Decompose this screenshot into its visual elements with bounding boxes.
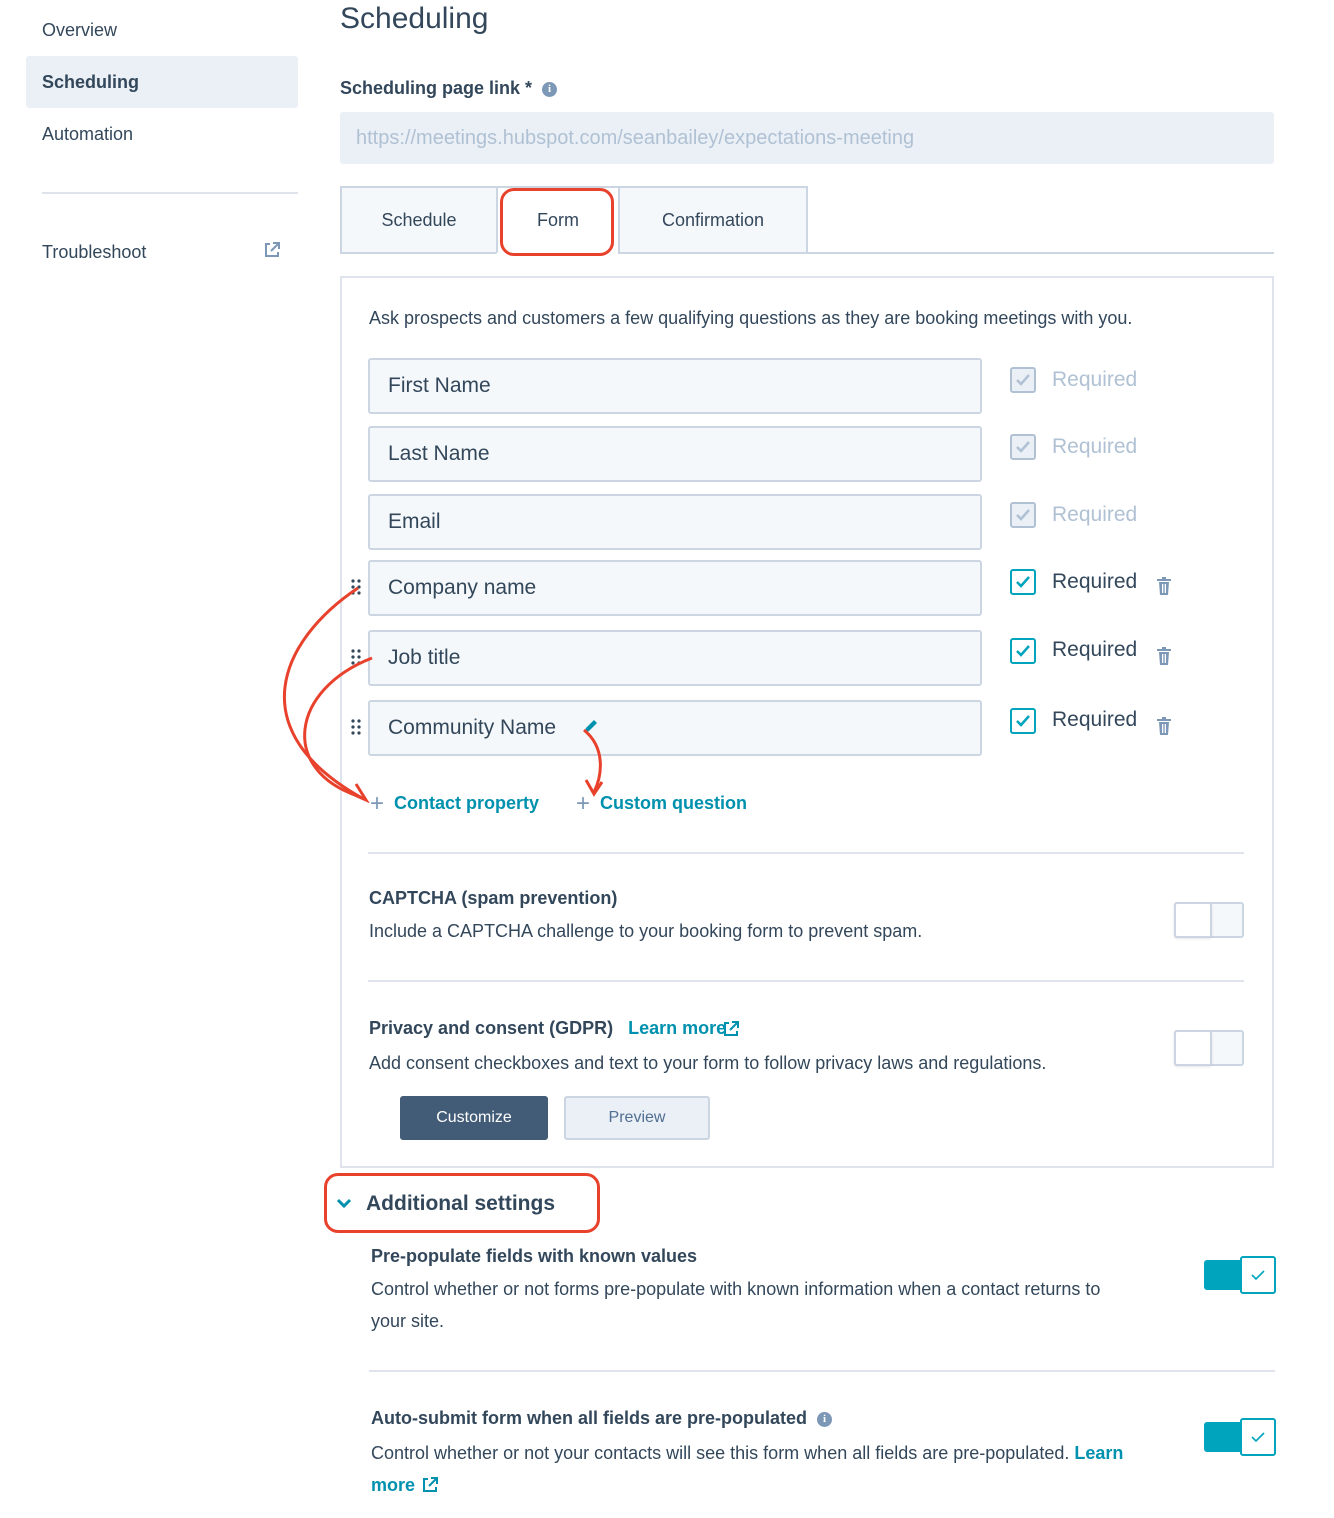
form-field-email[interactable]: Email xyxy=(368,494,982,550)
form-field-community-name-label: Community Name xyxy=(388,716,557,739)
plus-icon: + xyxy=(370,790,385,817)
plus-icon: + xyxy=(576,790,591,817)
gdpr-description: Add consent checkboxes and text to your form to follow privacy laws and regulations. xyxy=(369,1053,1047,1073)
tabs-underline xyxy=(808,252,1274,254)
info-icon[interactable]: i xyxy=(817,1412,832,1427)
scheduling-link-input[interactable]: https://meetings.hubspot.com/seanbailey/expectations-meeting xyxy=(340,112,1274,164)
captcha-title: CAPTCHA (spam prevention) xyxy=(369,888,618,908)
gdpr-title xyxy=(369,1018,726,1039)
trash-icon[interactable] xyxy=(1156,576,1172,596)
autosubmit-learn-more-link[interactable]: Learn xyxy=(1074,1443,1124,1463)
required-checkbox-community-name[interactable] xyxy=(1010,708,1036,734)
required-label: Required xyxy=(1052,570,1138,593)
add-custom-question-label: Custom question xyxy=(600,793,748,813)
gdpr-title-text: Privacy and consent (GDPR) xyxy=(369,1018,614,1038)
gdpr-learn-more-label: Learn more xyxy=(628,1018,727,1038)
checkmark-icon xyxy=(1251,1270,1265,1280)
sidebar-item-overview[interactable]: Overview xyxy=(42,20,118,40)
annotation-arrows xyxy=(250,580,630,820)
required-checkbox-first-name xyxy=(1010,367,1036,393)
required-checkbox-email xyxy=(1010,502,1036,528)
autosubmit-title-text: Auto-submit form when all fields are pre-populated xyxy=(371,1408,808,1428)
customize-button[interactable]: Customize xyxy=(400,1096,548,1140)
sidebar-item-scheduling[interactable]: Scheduling xyxy=(26,56,298,108)
autosubmit-description-text: Control whether or not your contacts will see this form when all fields are pre-populated. xyxy=(371,1443,1070,1463)
info-icon[interactable]: i xyxy=(542,82,557,97)
checkmark-icon xyxy=(1015,373,1031,387)
required-checkbox-job-title[interactable] xyxy=(1010,638,1036,664)
checkmark-icon xyxy=(1015,575,1031,589)
prepopulate-description-line-1: Control whether or not forms pre-populate with known information when a contact returns to xyxy=(371,1279,1101,1299)
add-contact-property-label: Contact property xyxy=(394,793,540,813)
required-label: Required xyxy=(1052,503,1138,526)
scheduling-link-label xyxy=(340,78,557,99)
preview-button[interactable]: Preview xyxy=(564,1096,710,1140)
checkmark-icon xyxy=(1015,644,1031,658)
tab-schedule[interactable]: Schedule xyxy=(340,186,498,254)
sidebar-item-troubleshoot[interactable] xyxy=(26,226,298,278)
section-divider xyxy=(368,980,1244,982)
required-checkbox-last-name xyxy=(1010,434,1036,460)
autosubmit-description xyxy=(371,1437,1123,1469)
tab-confirmation[interactable]: Confirmation xyxy=(618,186,808,254)
gdpr-toggle[interactable] xyxy=(1174,1030,1244,1066)
required-label: Required xyxy=(1052,638,1138,661)
checkmark-icon xyxy=(1015,440,1031,454)
form-field-first-name[interactable]: First Name xyxy=(368,358,982,414)
gdpr-learn-more-link[interactable] xyxy=(628,1018,726,1038)
autosubmit-learn-more-continued[interactable] xyxy=(371,1469,415,1501)
form-field-company-name[interactable]: Company name xyxy=(368,560,982,616)
additional-settings-title: Additional settings xyxy=(366,1192,555,1215)
scheduling-link-label-text: Scheduling page link * xyxy=(340,78,533,98)
autosubmit-toggle[interactable] xyxy=(1204,1418,1276,1456)
autosubmit-title xyxy=(371,1408,832,1429)
toggle-knob xyxy=(1240,1256,1276,1294)
required-label: Required xyxy=(1052,368,1138,391)
prepopulate-description-line-2: your site. xyxy=(371,1311,445,1331)
sidebar-item-label: Troubleshoot xyxy=(42,242,147,262)
sidebar-divider xyxy=(42,192,298,194)
toggle-knob xyxy=(1174,902,1212,938)
checkmark-icon xyxy=(1251,1432,1265,1442)
tab-form[interactable]: Form xyxy=(496,186,620,254)
annotation-highlight-form-tab xyxy=(500,188,614,256)
autosubmit-learn-more-label: more xyxy=(371,1475,416,1495)
section-divider xyxy=(368,852,1244,854)
checkmark-icon xyxy=(1015,508,1031,522)
required-checkbox-company-name[interactable] xyxy=(1010,569,1036,595)
prepopulate-title: Pre-populate fields with known values xyxy=(371,1246,698,1266)
required-label: Required xyxy=(1052,435,1138,458)
captcha-description: Include a CAPTCHA challenge to your booking form to prevent spam. xyxy=(369,921,923,941)
section-divider xyxy=(369,1370,1275,1372)
external-link-icon[interactable] xyxy=(722,1020,740,1038)
annotation-highlight-additional-settings xyxy=(324,1173,600,1233)
external-link-icon[interactable] xyxy=(421,1476,439,1494)
toggle-knob xyxy=(1174,1030,1212,1066)
captcha-toggle[interactable] xyxy=(1174,902,1244,938)
trash-icon[interactable] xyxy=(1156,646,1172,666)
form-field-job-title[interactable]: Job title xyxy=(368,630,982,686)
form-field-last-name[interactable]: Last Name xyxy=(368,426,982,482)
prepopulate-toggle[interactable] xyxy=(1204,1256,1276,1294)
page-title: Scheduling xyxy=(340,2,489,35)
required-label: Required xyxy=(1052,708,1138,731)
checkmark-icon xyxy=(1015,714,1031,728)
toggle-knob xyxy=(1240,1418,1276,1456)
external-link-icon[interactable] xyxy=(263,241,281,259)
trash-icon[interactable] xyxy=(1156,716,1172,736)
sidebar-item-automation[interactable]: Automation xyxy=(42,124,134,144)
form-intro-text: Ask prospects and customers a few qualifying questions as they are booking meetings with you. xyxy=(369,308,1133,328)
